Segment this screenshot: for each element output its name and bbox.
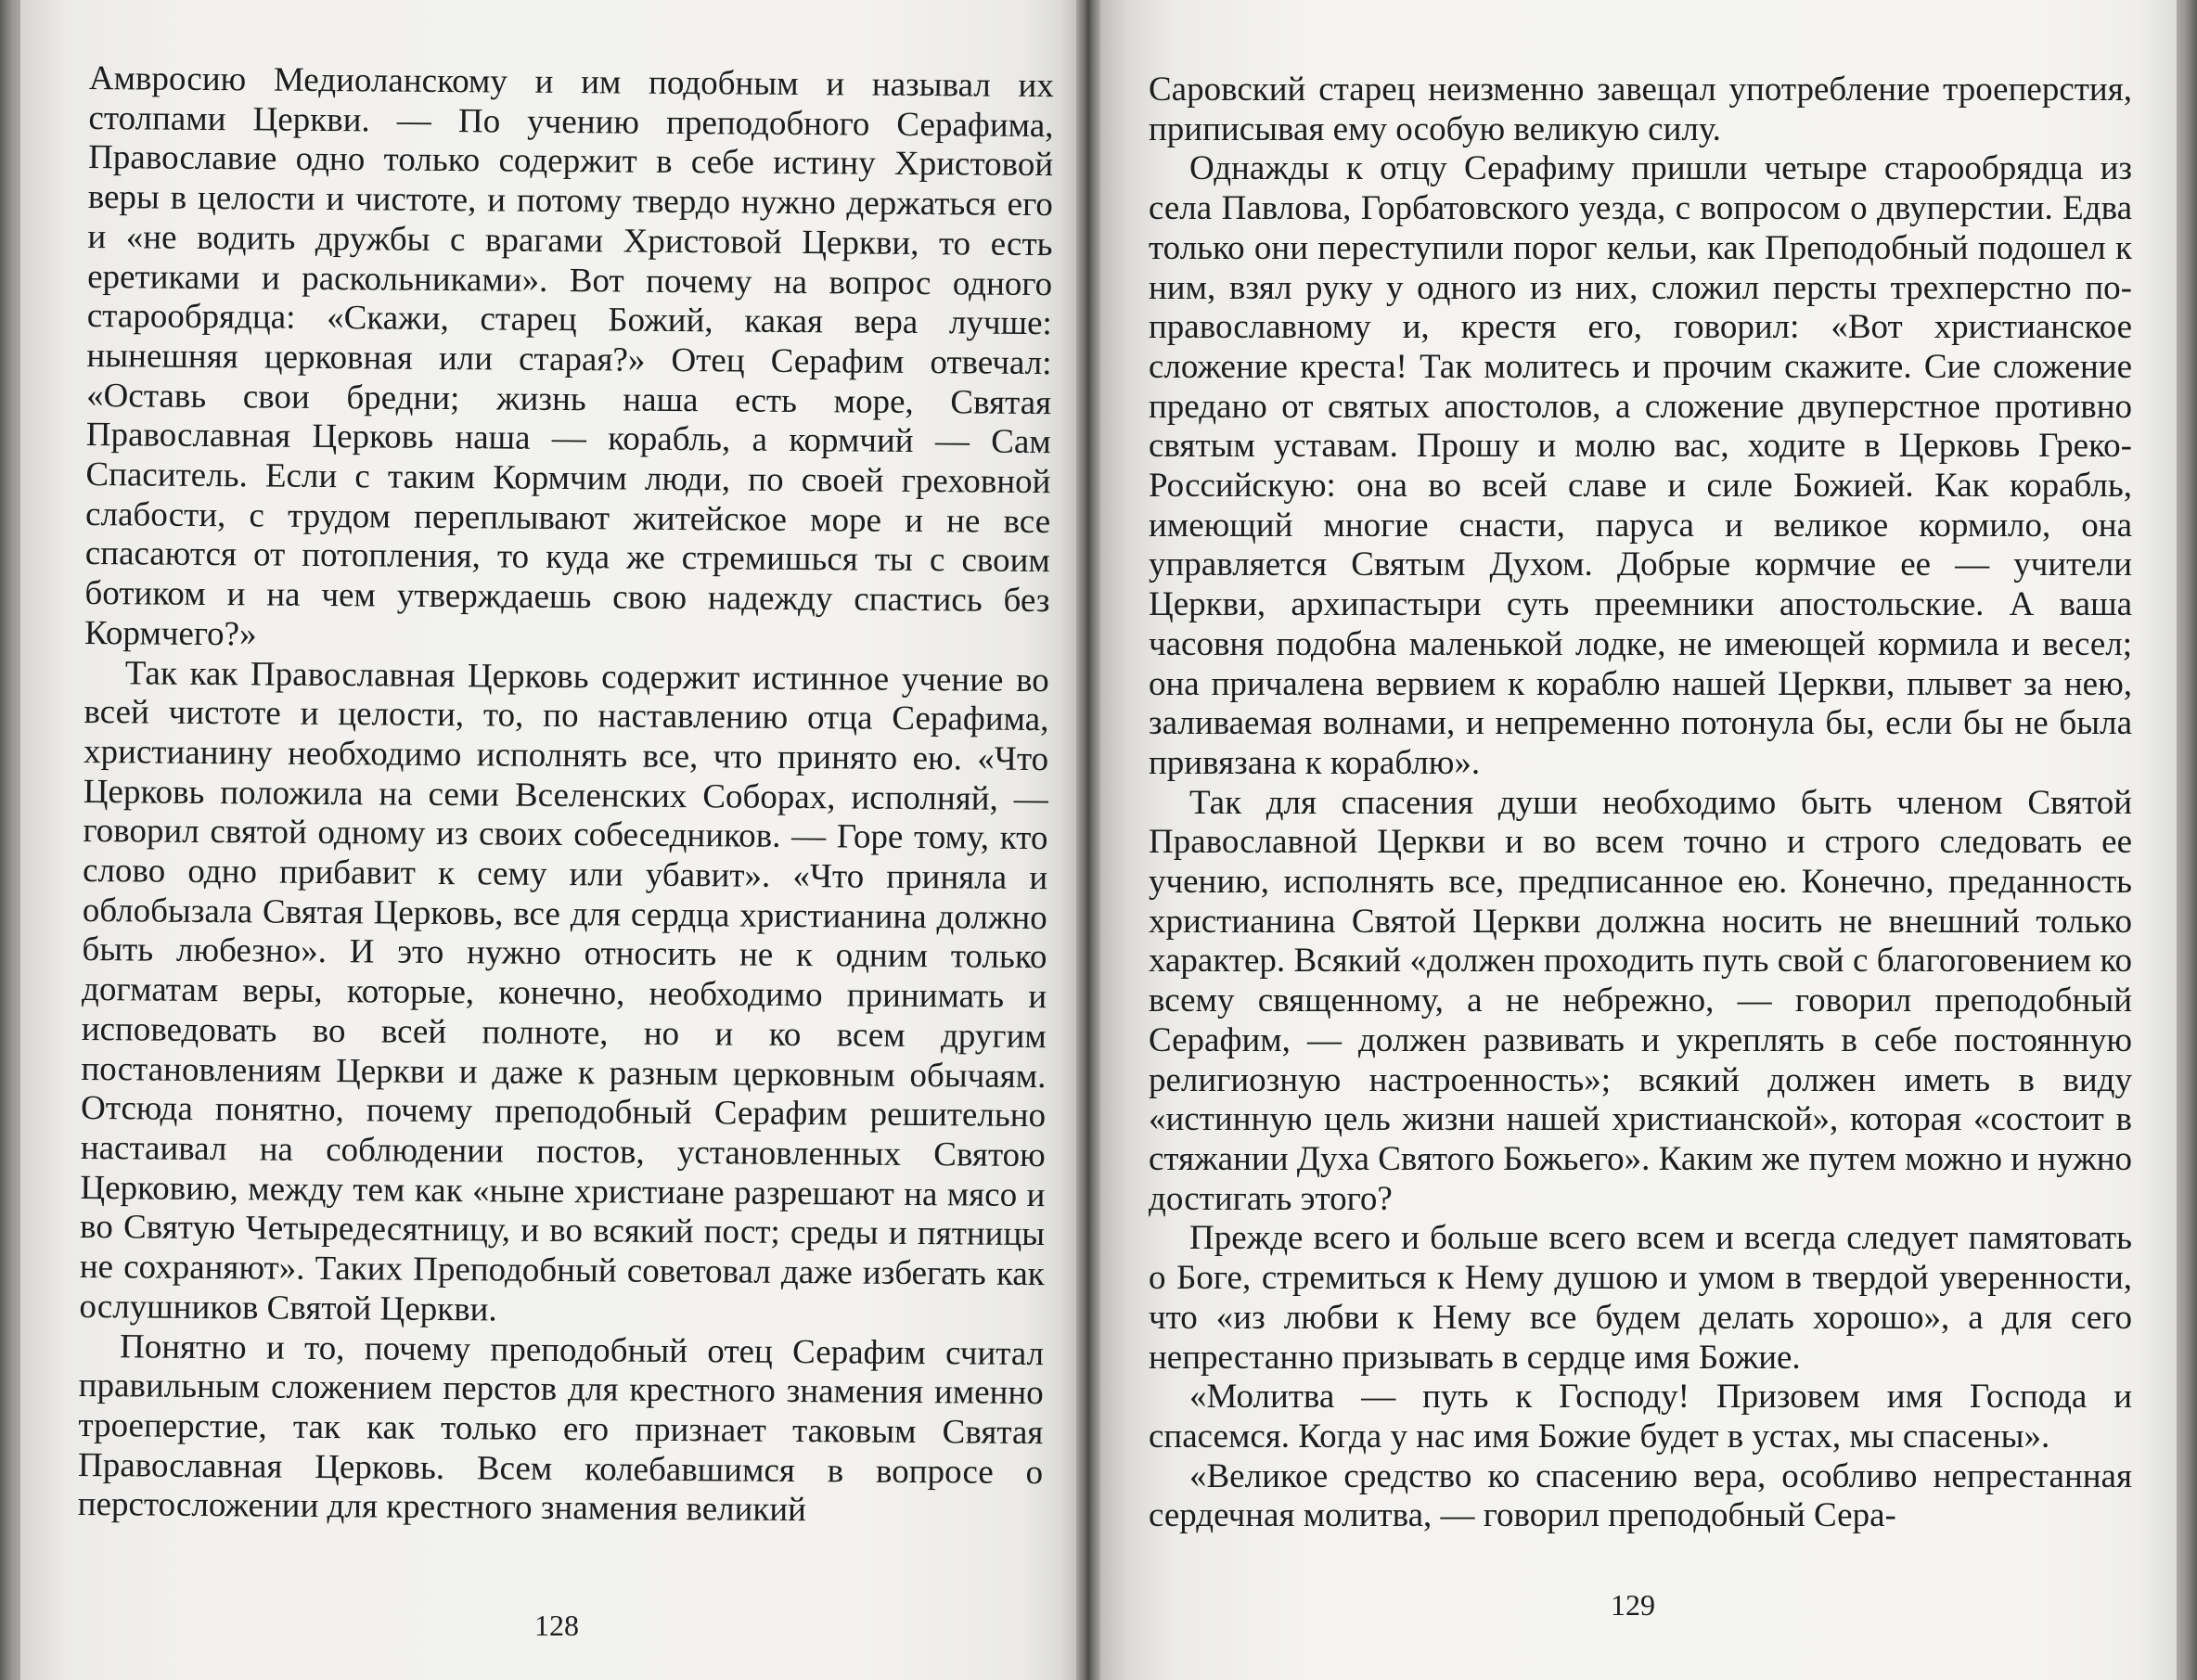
right-paragraph-5: «Молитва — путь к Господу! Призовем имя Господа и спасемся. Когда у нас имя Божие будет в устах, мы спасены».	[1149, 1378, 2132, 1456]
right-page	[1100, 0, 2177, 1680]
right-paragraph-6: «Великое средство ко спасению вера, особливо непрестанная сердечная молитва, — говорил преподобный Сера-	[1149, 1456, 2132, 1535]
book-gutter	[1076, 0, 1100, 1680]
left-paragraph-2: Так как Православная Церковь содержит истинное учение во всей чистоте и целости, то, по наставлению отца Серафима, христианину необходимо исполнять все, что принято ею. «Что Церковь положила на семи Вселенских Соборах, исполняй, — говорил святой одному из своих собеседников. — Горе тому, кто слово одно прибавит к сему или убавит». «Что приняла и облобызала Святая Церковь, все для сердца христианина должно быть любезно». И это нужно относить не к одним только догматам веры, которые, конечно, необходимо принимать и исповедовать во всей полноте, но и ко всем другим постановлениям Церкви и даже к разным церковным обычаям. Отсюда понятно, почему преподобный Серафим решительно настаивал на соблюдении постов, установленных Святою Церковию, между тем как «ныне христиане разрешают на мясо и во Святую Четыредесятницу, и во всякий пост; среды и пятницы не сохраняют». Таких Преподобный советовал даже избегать как ослушников Святой Церкви.	[79, 653, 1049, 1329]
page-number-left: 128	[534, 1609, 579, 1642]
right-page-text	[1149, 71, 2132, 1536]
left-paragraph-1: Амвросию Медиоланскому и им подобным и называл их столпами Церкви. — По учению преподобного Серафима, Православие одно только содержит в себе истину Христовой веры в целости и чистоте, и потому твердо нужно держаться его и «не водить дружбы с врагами Христовой Церкви, то есть еретиками и раскольниками». Вот почему на вопрос одного старообрядца: «Скажи, старец Божий, какая вера лучше: нынешняя церковная или старая?» Отец Серафим отвечал: «Оставь свои бредни; жизнь наша есть море, Святая Православная Церковь наша — корабль, а кормчий — Сам Спаситель. Если с таким Кормчим люди, по своей греховной слабости, с трудом переплывают житейское море и не все спасаются от потопления, то куда же стремишься ты с своим ботиком и на чем утверждаешь свою надежду спастись без Кормчего?»	[84, 59, 1054, 654]
right-paragraph-2: Однажды к отцу Серафиму пришли четыре старообрядца из села Павлова, Горбатовского уезда, с вопросом о двуперстии. Едва только они переступили порог кельи, как Преподобный подошел к ним, взял руку у одного из них, сложил персты трехперстно по-православному и, крестя его, говорил: «Вот христианское сложение креста! Так молитесь и прочим скажите. Сие сложение предано от святых апостолов, а сложение двуперстное противно святым уставам. Прошу и молю вас, ходите в Церковь Греко-Российскую: она во всей славе и силе Божией. Как корабль, имеющий многие снасти, паруса и великое кормило, она управляется Святым Духом. Добрые кормчие ее — учители Церкви, архипастыри суть преемники апостольские. А ваша часовня подобна маленькой лодке, не имеющей кормила и весел; она причалена вервием к кораблю нашей Церкви, плывет за нею, заливаемая волнами, и непременно потонула бы, если бы не была привязана к кораблю».	[1149, 149, 2132, 782]
left-page	[20, 0, 1076, 1680]
right-paragraph-1: Саровский старец неизменно завещал употребление троеперстия, приписывая ему особую великую силу.	[1149, 71, 2132, 148]
left-paragraph-3: Понятно и то, почему преподобный отец Серафим считал правильным сложением перстов для крестного знамения именно троеперстие, так как только его признает таковым Святая Православная Церковь. Всем колебавшимся в вопросе о перстосложении для крестного знамения великий	[77, 1327, 1045, 1530]
page-number-right: 129	[1611, 1588, 1655, 1622]
right-paragraph-4: Прежде всего и больше всего всем и всегда следует памятовать о Боге, стремиться к Нему душою и умом в твердой уверенности, что «из любви к Нему все будем делать хорошо», а для сего непрестанно призывать в сердце имя Божие.	[1149, 1219, 2132, 1377]
right-paragraph-3: Так для спасения души необходимо быть членом Святой Православной Церкви и во всем точно и строго следовать ее учению, исполнять все, предписанное ею. Конечно, преданность христианина Святой Церкви должна носить не внешний только характер. Всякий «должен проходить путь свой с благоговением ко всему священному, а не небрежно, — говорил преподобный Серафим, — должен развивать и укреплять в себе постоянную религиозную настроенность»; всякий должен иметь в виду «истинную цель жизни нашей христианской», которая «состоит в стяжании Духа Святого Божьего». Каким же путем можно и нужно достигать этого?	[1149, 783, 2132, 1218]
left-page-text	[78, 59, 1054, 1533]
